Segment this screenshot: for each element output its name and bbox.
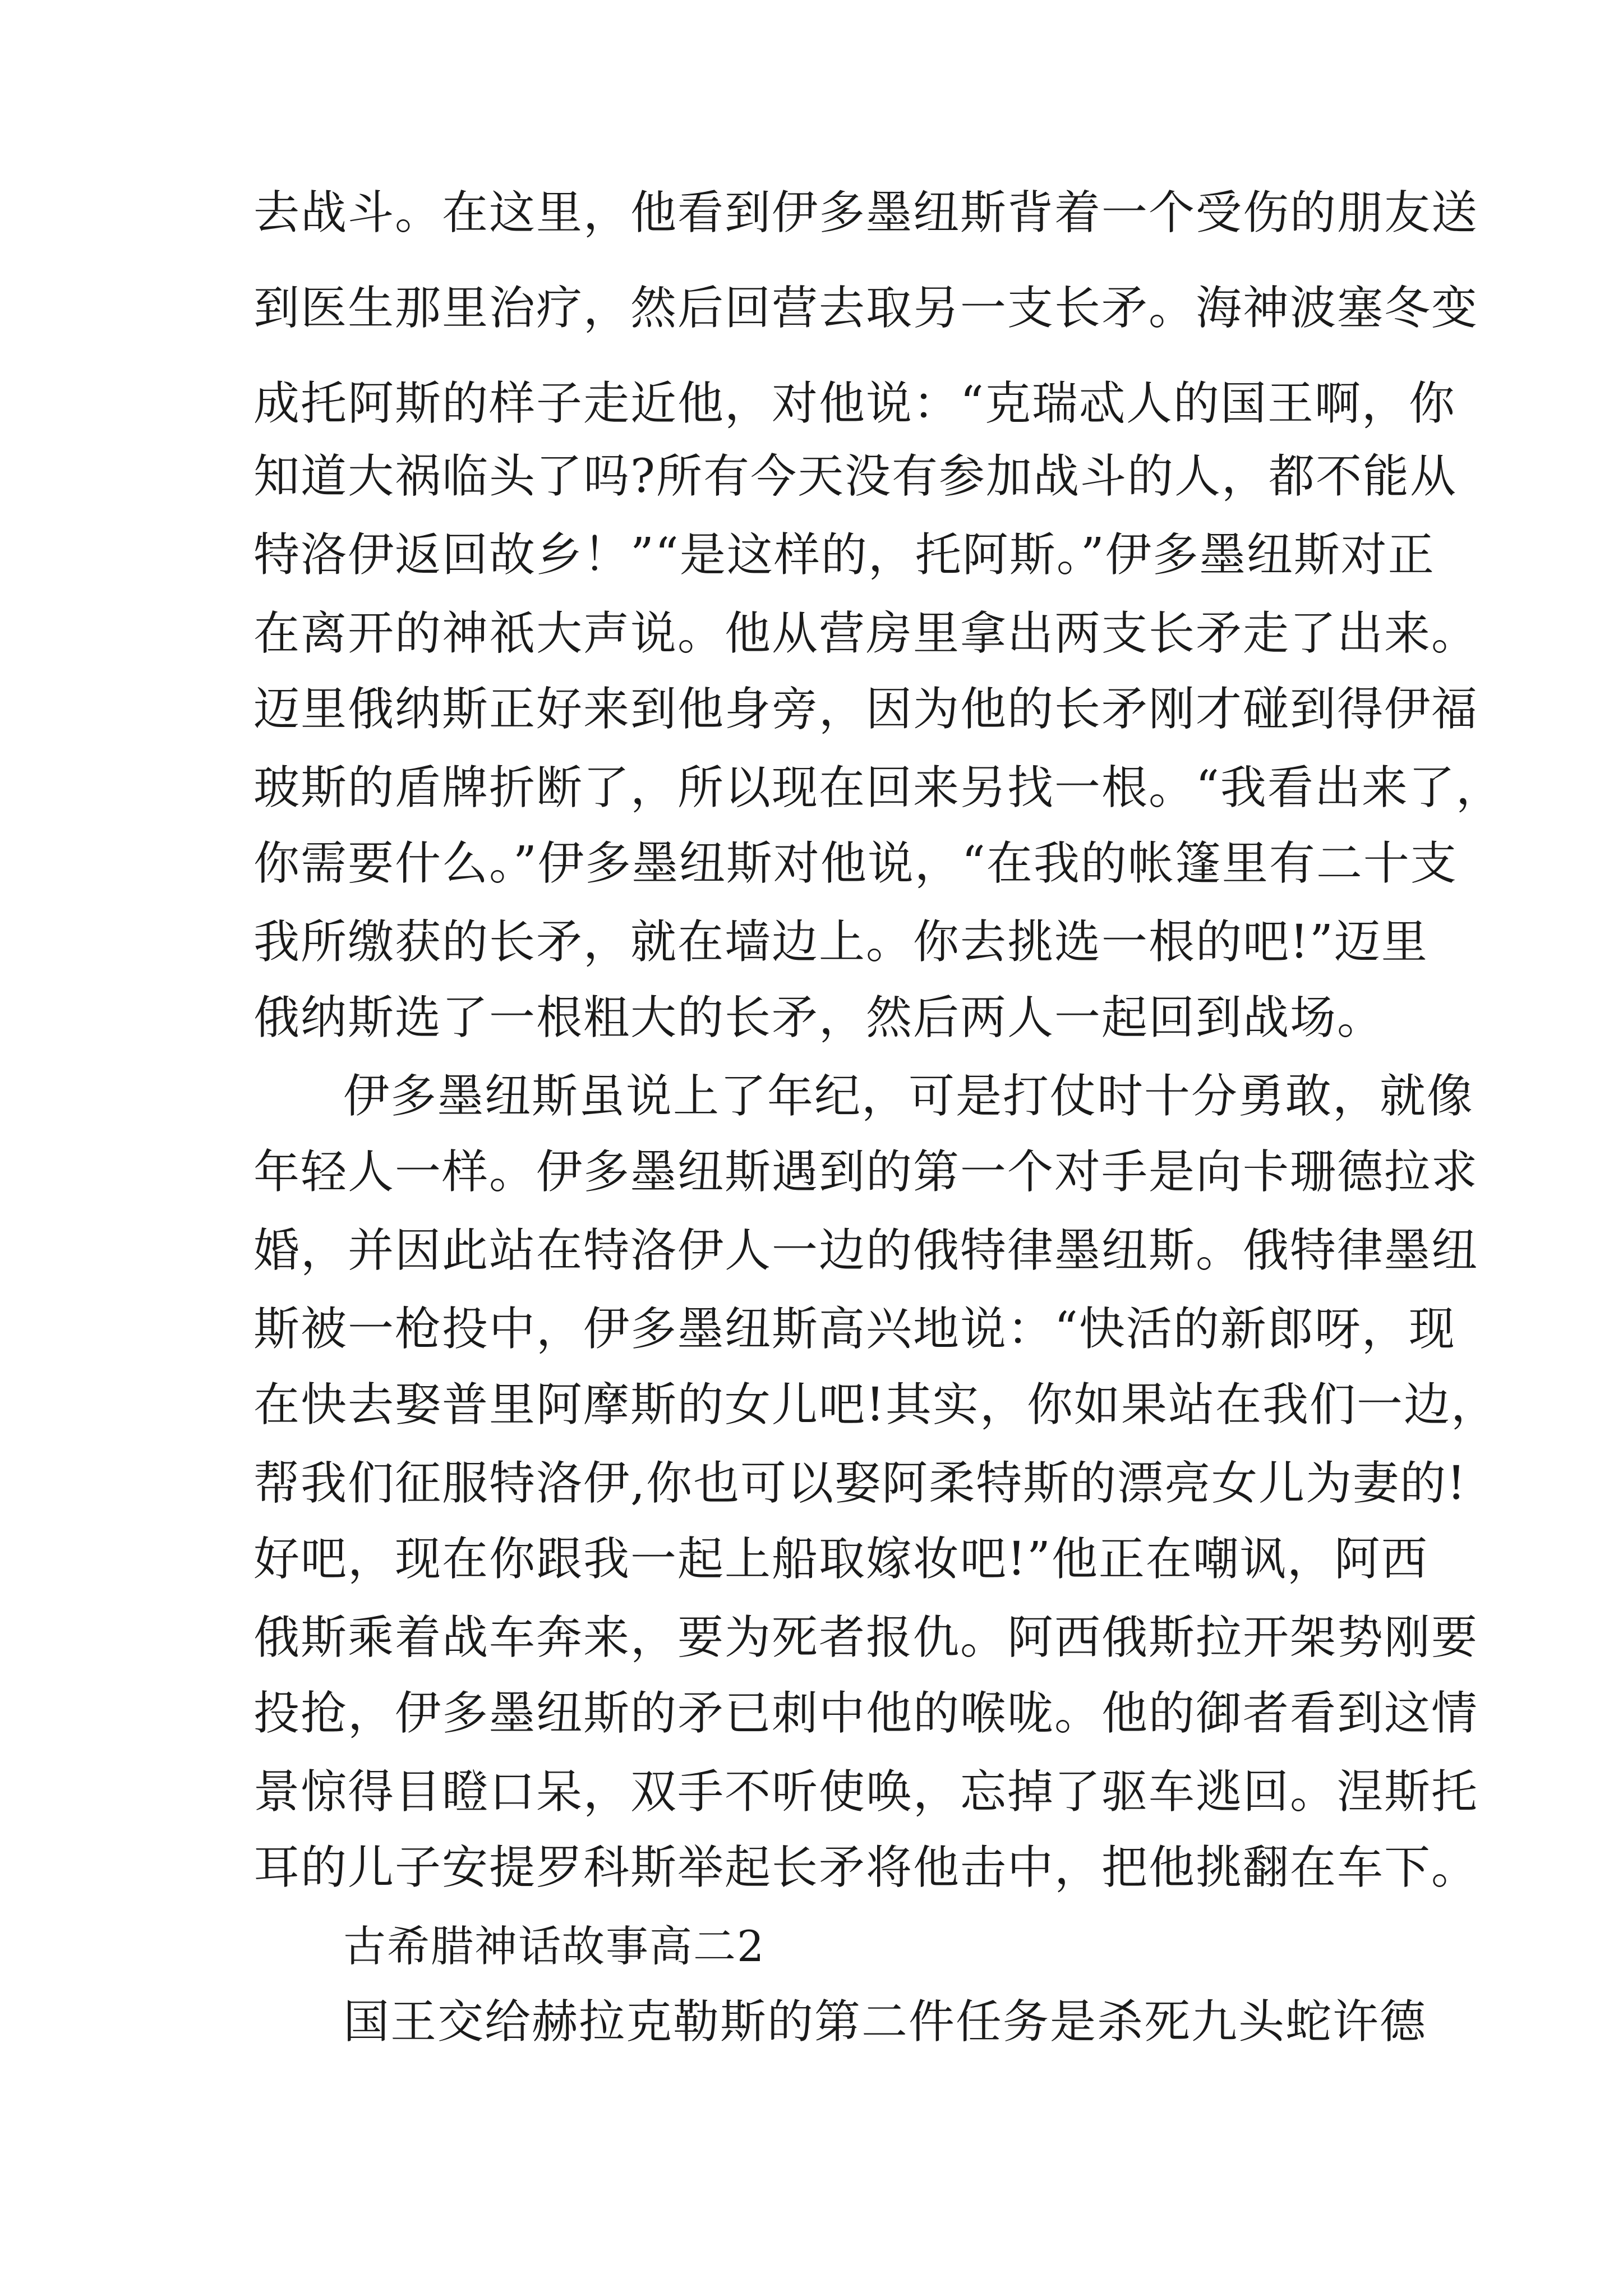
paragraph-2-line-11: 耳的儿子安提罗科斯举起长矛将他击中，把他挑翻在车下。 [253,1841,1479,1894]
paragraph-1-line-2: 到医生那里治疗，然后回营去取另一支长矛。海神波塞冬变 [253,282,1479,335]
paragraph-1-line-6: 在离开的神祇大声说。他从营房里拿出两支长矛走了出来。 [253,607,1479,660]
paragraph-2-line-7: 好吧，现在你跟我一起上船取嫁妆吧!”他正在嘲讽，阿西 [253,1533,1428,1586]
paragraph-2-line-8: 俄斯乘着战车奔来，要为死者报仇。阿西俄斯拉开架势刚要 [253,1611,1479,1664]
paragraph-1-line-7: 迈里俄纳斯正好来到他身旁，因为他的长矛刚才碰到得伊福 [253,683,1479,736]
paragraph-2-line-10: 景惊得目瞪口呆，双手不听使唤，忘掉了驱车逃回。涅斯托 [253,1765,1479,1819]
section-heading: 古希腊神话故事高二2 [343,1921,766,1971]
paragraph-2-line-3: 婚，并因此站在特洛伊人一边的俄特律墨纽斯。俄特律墨纽 [253,1224,1479,1277]
paragraph-3-line-1: 国王交给赫拉克勒斯的第二件任务是杀死九头蛇许德 [343,1995,1427,2049]
paragraph-2-line-4: 斯被一枪投中，伊多墨纽斯高兴地说：“快活的新郎呀，现 [253,1303,1456,1356]
paragraph-1-line-4: 知道大祸临头了吗?所有今天没有参加战斗的人，都不能从 [253,450,1457,503]
paragraph-1-line-11: 俄纳斯选了一根粗大的长矛，然后两人一起回到战场。 [253,991,1385,1045]
paragraph-1-line-10: 我所缴获的长矛，就在墙边上。你去挑选一根的吧!”迈里 [253,915,1428,969]
paragraph-1-line-1: 去战斗。在这里，他看到伊多墨纽斯背着一个受伤的朋友送 [253,186,1479,240]
paragraph-2-line-5: 在快去娶普里阿摩斯的女儿吧!其实，你如果站在我们一边， [253,1378,1498,1432]
paragraph-1-line-9: 你需要什么。”伊多墨纽斯对他说，“在我的帐篷里有二十支 [253,837,1458,890]
paragraph-1-line-8: 玻斯的盾牌折断了，所以现在回来另找一根。“我看出来了， [253,761,1503,815]
paragraph-2-line-9: 投抢，伊多墨纽斯的矛已刺中他的喉咙。他的御者看到这情 [253,1687,1479,1740]
paragraph-2-line-1: 伊多墨纽斯虽说上了年纪，可是打仗时十分勇敢，就像 [343,1070,1474,1123]
paragraph-1-line-3: 成托阿斯的样子走近他，对他说：“克瑞忒人的国王啊，你 [253,377,1456,430]
paragraph-2-line-6: 帮我们征服特洛伊,你也可以娶阿柔特斯的漂亮女儿为妻的! [253,1457,1467,1510]
paragraph-1-line-5: 特洛伊返回故乡！”“是这样的，托阿斯。”伊多墨纽斯对正 [253,528,1435,582]
paragraph-2-line-2: 年轻人一样。伊多墨纽斯遇到的第一个对手是向卡珊德拉求 [253,1145,1479,1199]
